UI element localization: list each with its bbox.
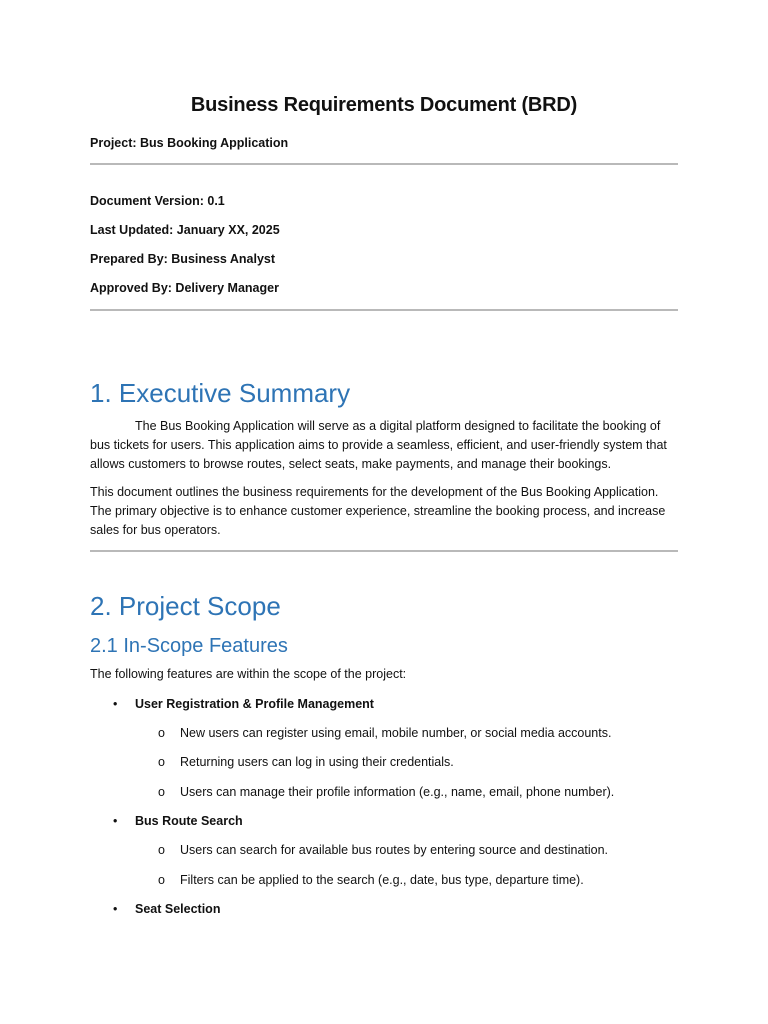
sub-bullet-icon: o bbox=[158, 873, 165, 887]
feature-subitem bbox=[158, 785, 614, 799]
prepared-by: Prepared By: Business Analyst bbox=[90, 252, 276, 266]
subitem-text: Users can search for available bus routes by entering source and destination. bbox=[180, 843, 609, 857]
document-title: Business Requirements Document (BRD) bbox=[190, 94, 578, 116]
scope-intro bbox=[90, 665, 680, 684]
executive-summary-paragraph-2 bbox=[90, 483, 680, 540]
subsection-heading-in-scope: 2.1 In-Scope Features bbox=[90, 635, 288, 657]
subitem-text: Returning users can log in using their credentials. bbox=[180, 755, 454, 769]
feature-label: Bus Route Search bbox=[135, 814, 243, 828]
feature-label: User Registration & Profile Management bbox=[135, 697, 374, 711]
feature-label: Seat Selection bbox=[135, 902, 221, 916]
bullet-icon: • bbox=[113, 814, 118, 828]
project-name: Project: Bus Booking Application bbox=[90, 136, 289, 150]
feature-subitem bbox=[158, 873, 584, 887]
divider-rule bbox=[90, 309, 678, 311]
paragraph-line: The following features are within the scope of the project: bbox=[90, 667, 407, 681]
paragraph-line: sales for bus operators. bbox=[90, 523, 221, 537]
divider-rule bbox=[90, 550, 678, 552]
feature-subitem bbox=[158, 726, 611, 740]
last-updated: Last Updated: January XX, 2025 bbox=[90, 223, 280, 237]
subitem-text: Users can manage their profile information (e.g., name, email, phone number). bbox=[180, 785, 615, 799]
paragraph-line: The primary objective is to enhance customer experience, streamline the booking process, and increase bbox=[90, 504, 666, 518]
feature-bullet-route-search bbox=[113, 814, 243, 828]
paragraph-line: The Bus Booking Application will serve as a digital platform designed to facilitate the booking of bbox=[135, 419, 661, 433]
executive-summary-paragraph-1 bbox=[90, 417, 680, 474]
section-heading-executive-summary: 1. Executive Summary bbox=[90, 378, 351, 408]
subitem-text: New users can register using email, mobile number, or social media accounts. bbox=[180, 726, 612, 740]
feature-bullet-registration bbox=[113, 697, 374, 711]
paragraph-line: allows customers to browse routes, select seats, make payments, and manage their bookings. bbox=[90, 457, 612, 471]
sub-bullet-icon: o bbox=[158, 843, 165, 857]
feature-subitem bbox=[158, 843, 608, 857]
subitem-text: Filters can be applied to the search (e.g., date, bus type, departure time). bbox=[180, 873, 584, 887]
sub-bullet-icon: o bbox=[158, 785, 165, 799]
section-heading-project-scope: 2. Project Scope bbox=[90, 591, 281, 621]
document-version: Document Version: 0.1 bbox=[90, 194, 225, 208]
approved-by: Approved By: Delivery Manager bbox=[90, 281, 279, 295]
bullet-icon: • bbox=[113, 697, 118, 711]
paragraph-line: This document outlines the business requirements for the development of the Bus Booking Application. bbox=[90, 485, 659, 499]
paragraph-line: bus tickets for users. This application aims to provide a seamless, efficient, and user-friendly system that bbox=[90, 438, 667, 452]
divider-rule bbox=[90, 163, 678, 165]
sub-bullet-icon: o bbox=[158, 755, 165, 769]
feature-bullet-seat-selection bbox=[113, 902, 220, 916]
sub-bullet-icon: o bbox=[158, 726, 165, 740]
bullet-icon: • bbox=[113, 902, 118, 916]
feature-subitem bbox=[158, 755, 454, 769]
